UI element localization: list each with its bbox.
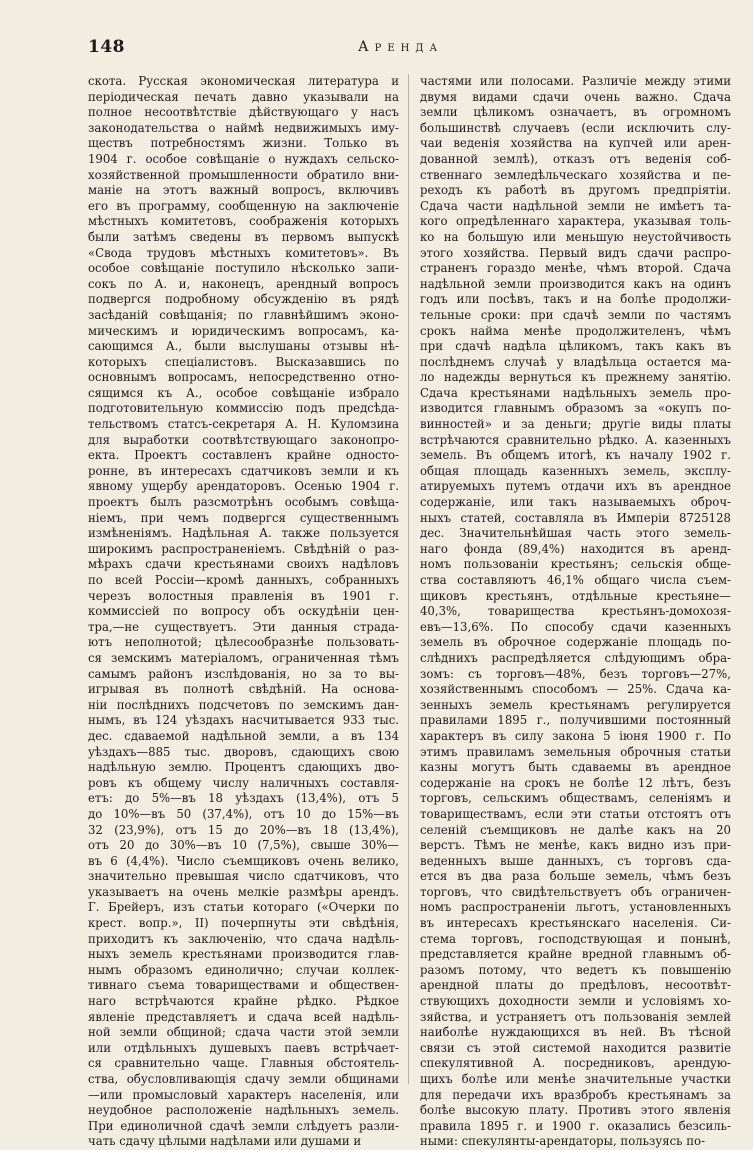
text-line: изводится главнымъ образомъ за «окупъ по-	[420, 401, 731, 416]
text-line: его въ программу, сообщенную на заключеніе	[88, 198, 399, 213]
text-line: веденныхъ выше данныхъ, съ торговъ сда-	[420, 853, 731, 868]
text-line: коммиссіей по вопросу объ оскудѣніи цен-	[88, 604, 399, 619]
text-line: уѣздахъ—885 тыс. дворовъ, сдающихъ свою	[88, 744, 399, 759]
text-line: измѣненіямъ. Надѣльная А. также пользуется	[88, 526, 399, 541]
text-line: были затѣмъ сведены въ первомъ выпускѣ	[88, 229, 399, 244]
text-line: надѣльной земли производится какъ на одинъ	[420, 276, 731, 291]
text-line: зяйства, и устраняетъ отъ пользованія землей	[420, 1009, 731, 1024]
text-line: двумя видами сдачи очень важно. Сдача	[420, 89, 731, 104]
text-line: значительно превышая число сдатчиковъ, что	[88, 869, 399, 884]
text-line: ніемъ, при чемъ подвергся существеннымъ	[88, 510, 399, 525]
text-line: страненъ гораздо менѣе, чѣмъ второй. Сдача	[420, 261, 731, 276]
text-line: общая площадь казенныхъ земель, эксплу-	[420, 463, 731, 478]
text-line: ными: спекулянты-арендаторы, пользуясь по-	[420, 1134, 706, 1149]
text-line: торговъ, сельскимъ обществамъ, селеніямъ и	[420, 791, 731, 806]
text-line: Г. Брейеръ, изъ статьи котораго («Очерки по	[88, 900, 399, 915]
text-line: ся земскимъ матеріаломъ, ограниченная тѣмъ	[88, 650, 399, 665]
text-line: атируемыхъ путемъ отдачи ихъ въ арендное	[420, 479, 731, 494]
text-line: неудобное расположеніе надѣльныхъ земель.	[88, 1103, 399, 1118]
text-line: болѣе высокую плату. Противъ этого явленія	[420, 1103, 731, 1118]
text-line: мическимъ и юридическимъ вопросамъ, ка-	[88, 323, 399, 338]
text-line: въ интересахъ крестьянскаго населенія. Си-	[420, 916, 731, 931]
text-line: связи съ этой системой находится развитіе	[420, 1040, 731, 1055]
text-line: основнымъ вопросамъ, непосредственно отно-	[88, 370, 399, 385]
text-line: большинствѣ случаевъ (если исключить слу-	[420, 120, 731, 135]
text-line: зенныхъ земель крестьянамъ регулируется	[420, 697, 731, 712]
text-line: етъ: до 5%—въ 18 уѣздахъ (13,4%), отъ 5	[88, 791, 399, 806]
text-line: реходъ къ работѣ въ другомъ предпріятіи.	[420, 183, 731, 198]
text-line: хозяйственнымъ способомъ — 25%. Сдача ка-	[420, 682, 731, 697]
text-line: тра,—не существуетъ. Эти данныя страда-	[88, 619, 399, 634]
text-line: «Свода трудовъ мѣстныхъ комитетовъ». Въ	[88, 245, 399, 260]
text-line: для выработки соотвѣтствующаго законопро-	[88, 432, 399, 447]
text-line: арендной платы до предѣловъ, несоотвѣт-	[420, 978, 731, 993]
text-line: широкимъ распространеніемъ. Свѣдѣній о раз-	[88, 541, 399, 556]
text-line: товариществамъ, если эти статьи отстоятъ отъ	[420, 806, 731, 821]
text-line: самымъ районъ изслѣдованія, но за то вы-	[88, 666, 399, 681]
text-line: торговъ, что свидѣтельствуетъ объ ограничен-	[420, 884, 731, 899]
text-line: правила 1895 г. и 1900 г. оказались безсиль-	[420, 1118, 731, 1133]
text-line: крест. вопр.», II) почерпнуты эти свѣдѣнія,	[88, 916, 399, 931]
right-text-column	[420, 74, 731, 1150]
text-line: приходитъ къ заключенію, что сдача надѣль-	[88, 931, 399, 946]
text-line: проектъ былъ разсмотрѣнъ особымъ совѣща-	[88, 495, 399, 510]
text-line: годъ или посѣвъ, такъ и на болѣе продолжи-	[420, 292, 731, 307]
text-line: при сдачѣ надѣла цѣликомъ, такъ какъ въ	[420, 339, 731, 354]
text-line: ніи послѣднихъ подсчетовъ по земскимъ дан-	[88, 697, 399, 712]
text-line: въ 6 (4,4%). Число съемщиковъ очень велико,	[88, 853, 399, 868]
text-line: мѣрахъ сдачи крестьянами своихъ надѣловъ	[88, 557, 399, 572]
text-line: 32 (23,9%), отъ 15 до 20%—въ 18 (13,4%),	[88, 822, 399, 837]
text-line: по всей Россіи—кромѣ данныхъ, собранныхъ	[88, 573, 399, 587]
text-line: тельные сроки: при сдачѣ земли по частямъ	[420, 307, 731, 322]
page-number: 148	[88, 37, 125, 57]
text-line: особое совѣщаніе поступило нѣсколько запи-	[88, 261, 399, 276]
text-line: земель въ оброчное содержаніе площадь по-	[420, 635, 731, 650]
text-line: слѣднихъ распредѣляется слѣдующимъ обра-	[420, 650, 731, 665]
text-line: ютъ неполнотой; цѣлесообразнѣе пользовать-	[88, 635, 399, 650]
text-line: чаи веденія хозяйства на купчей или арен-	[420, 136, 731, 151]
text-line: земли цѣликомъ означаетъ, въ огромномъ	[420, 105, 731, 120]
text-line: періодическая печать давно указывали на	[88, 89, 399, 104]
text-line: для передачи ихъ вразбробъ крестьянамъ за	[420, 1087, 731, 1102]
text-line: ществъ потребностямъ жизни. Только въ	[88, 136, 399, 151]
text-line: засѣданій совѣщанія; по главнѣйшимъ эконо-	[88, 307, 399, 322]
text-line: тивнаго съема товариществами и обществен-	[88, 978, 399, 993]
running-title: Аренда	[358, 39, 444, 55]
text-line: винностей» и за деньги; другіе виды платы	[420, 417, 731, 432]
text-line: чать сдачу цѣлыми надѣлами или душами и	[88, 1134, 362, 1149]
text-line: зомъ: съ торговъ—48%, безъ торговъ—27%,	[420, 666, 731, 681]
text-line: или отдѣльныхъ душевыхъ паевъ встрѣчает-	[88, 1040, 399, 1055]
text-line: ственнаго земледѣльческаго хозяйства и пе-	[420, 167, 731, 182]
text-line: до 10%—въ 50 (37,4%), отъ 10 до 15%—въ	[88, 806, 399, 821]
text-line: евъ—13,6%. По способу сдачи казенныхъ	[420, 619, 731, 634]
text-line: частями или полосами. Различіе между этими	[420, 74, 731, 88]
text-line: правилами 1895 г., получившими постоянный	[420, 713, 731, 728]
text-line: явленіе представляетъ и сдача всей надѣль-	[88, 1009, 399, 1024]
column-divider	[408, 74, 409, 1084]
text-line: ся сравнительно чаще. Главныя обстоятель-	[88, 1056, 399, 1071]
text-line: нымъ образомъ единолично; случаи коллек-	[88, 962, 399, 977]
text-line: стема торговъ, господствующая и понынѣ,	[420, 931, 731, 946]
text-line: 40,3%, товарищества крестьянъ-домохозя-	[420, 604, 731, 619]
text-line: При единоличной сдачѣ земли слѣдуетъ разли-	[88, 1118, 399, 1133]
text-line: этого хозяйства. Первый видъ сдачи распро-	[420, 245, 731, 260]
text-line: кого опредѣленнаго характера, указывая толь-	[420, 214, 731, 229]
text-line: сающимся А., были выслушаны отзывы нѣ-	[88, 339, 399, 354]
text-line: законодательства о наймѣ недвижимыхъ иму-	[88, 120, 399, 135]
text-line: нымъ, въ 124 уѣздахъ насчитывается 933 тыс.	[88, 713, 399, 728]
text-line: отъ 20 до 30%—въ 10 (7,5%), свыше 30%—	[88, 838, 399, 853]
text-line: ства составляютъ 46,1% общаго числа съем-	[420, 573, 731, 587]
text-line: послѣднемъ случаѣ у владѣльца остается ма-	[420, 354, 731, 369]
text-line: наго фонда (89,4%) находится въ аренд-	[420, 541, 731, 556]
text-line: которыхъ спеціалистовъ. Высказавшись по	[88, 354, 399, 369]
text-line: явному ущербу арендаторовъ. Осенью 1904 г.	[88, 479, 399, 494]
text-line: ныхъ земель крестьянами производится глав-	[88, 947, 399, 962]
text-line: ронне, въ интересахъ сдатчиковъ земли и къ	[88, 463, 399, 478]
text-line: ства, обусловливающія сдачу земли общинами	[88, 1072, 399, 1086]
text-line: характеръ въ силу закона 5 іюня 1900 г. По	[420, 728, 731, 743]
text-line: тельствомъ статсъ-секретаря А. Н. Куломзина	[88, 417, 399, 432]
text-line: содержаніе, или такъ называемыхъ оброч-	[420, 495, 731, 510]
text-line: этимъ правиламъ земельныя оброчныя статьи	[420, 744, 731, 759]
text-line: ко на большую или меньшую неустойчивость	[420, 229, 731, 244]
text-line: дованной землѣ), отказъ отъ веденія соб-	[420, 151, 731, 166]
text-line: сокъ по А. и, наконецъ, арендный вопросъ	[88, 276, 399, 291]
left-text-column	[88, 74, 399, 1150]
text-line: ствующихъ доходности земли и условіямъ хо-	[420, 994, 731, 1009]
text-line: казны могутъ быть сдаваемы въ арендное	[420, 760, 731, 775]
text-line: —или промысловый характеръ населенія, или	[88, 1087, 399, 1102]
text-line: подготовительную коммиссію подъ предсѣда-	[88, 401, 399, 416]
text-line: спекулятивной А. посредниковъ, арендую-	[420, 1056, 731, 1071]
text-line: номъ пользованіи крестьянъ; сельскія обще-	[420, 557, 731, 572]
text-line: ныхъ статей, составляла въ Имперіи 8725128	[420, 510, 731, 525]
text-line: полное несоотвѣтствіе дѣйствующаго у насъ	[88, 105, 399, 120]
text-line: ной земли общиной; сдача части этой земли	[88, 1025, 399, 1040]
text-line: дес. Значительнѣйшая часть этого земель-	[420, 526, 731, 541]
text-line: представляется крайне вредной главнымъ об-	[420, 947, 731, 962]
text-line: содержаніе на срокъ не болѣе 12 лѣтъ, безъ	[420, 775, 731, 790]
text-line: екта. Проектъ составленъ крайне односто-	[88, 448, 399, 463]
text-line: указываетъ на очень мелкіе размѣры арендъ.	[88, 884, 399, 899]
text-line: дес. сдаваемой надѣльной земли, а въ 134	[88, 728, 399, 743]
text-line: щихъ болѣе или менѣе значительные участки	[420, 1072, 731, 1086]
text-line: разомъ потому, что ведетъ къ повышенію	[420, 962, 731, 977]
text-line: черезъ волостныя правленія въ 1901 г.	[88, 588, 399, 603]
text-line: селеній съемщиковъ не далѣе какъ на 20	[420, 822, 731, 837]
text-line: встрѣчаются сравнительно рѣдко. А. казенныхъ	[420, 432, 731, 447]
page-header	[88, 37, 718, 59]
text-line: маніе на этотъ важный вопросъ, включивъ	[88, 183, 399, 198]
text-line: надѣльную землю. Процентъ сдающихъ дво-	[88, 760, 399, 775]
text-line: хозяйственной промышленности обратило вни-	[88, 167, 399, 182]
text-line: ется въ два раза больше земель, чѣмъ безъ	[420, 869, 731, 884]
text-line: сящимся къ А., особое совѣщаніе избрало	[88, 385, 399, 400]
text-line: Сдача части надѣльной земли не имѣетъ та-	[420, 198, 731, 213]
text-line: 1904 г. особое совѣщаніе о нуждахъ сельско-	[88, 151, 399, 166]
text-line: земель. Въ общемъ итогѣ, къ началу 1902 г.	[420, 448, 731, 463]
text-line: мѣстныхъ комитетовъ, соображенія которыхъ	[88, 214, 399, 229]
text-line: подвергся подробному обсужденію въ рядѣ	[88, 292, 399, 307]
text-line: срокъ найма менѣе продолжителенъ, чѣмъ	[420, 323, 731, 338]
text-line: наго встрѣчаются крайне рѣдко. Рѣдкое	[88, 994, 399, 1009]
text-line: скота. Русская экономическая литература и	[88, 74, 399, 88]
text-line: щиковъ крестьянъ, отдѣльные крестьяне—	[420, 588, 731, 603]
text-line: ровъ къ общему числу наличныхъ составля-	[88, 775, 399, 790]
text-line: номъ распространеніи льготъ, установленныхъ	[420, 900, 731, 915]
text-line: игрывая въ полнотѣ свѣдѣній. На основа-	[88, 682, 399, 697]
text-line: Сдача крестьянами надѣльныхъ земель про-	[420, 385, 731, 400]
text-line: наиболѣе нуждающихся въ ней. Въ тѣсной	[420, 1025, 731, 1040]
text-line: ло надежды вернуться къ прежнему занятію.	[420, 370, 731, 385]
text-line: верстъ. Тѣмъ не менѣе, какъ видно изъ при-	[420, 838, 731, 853]
